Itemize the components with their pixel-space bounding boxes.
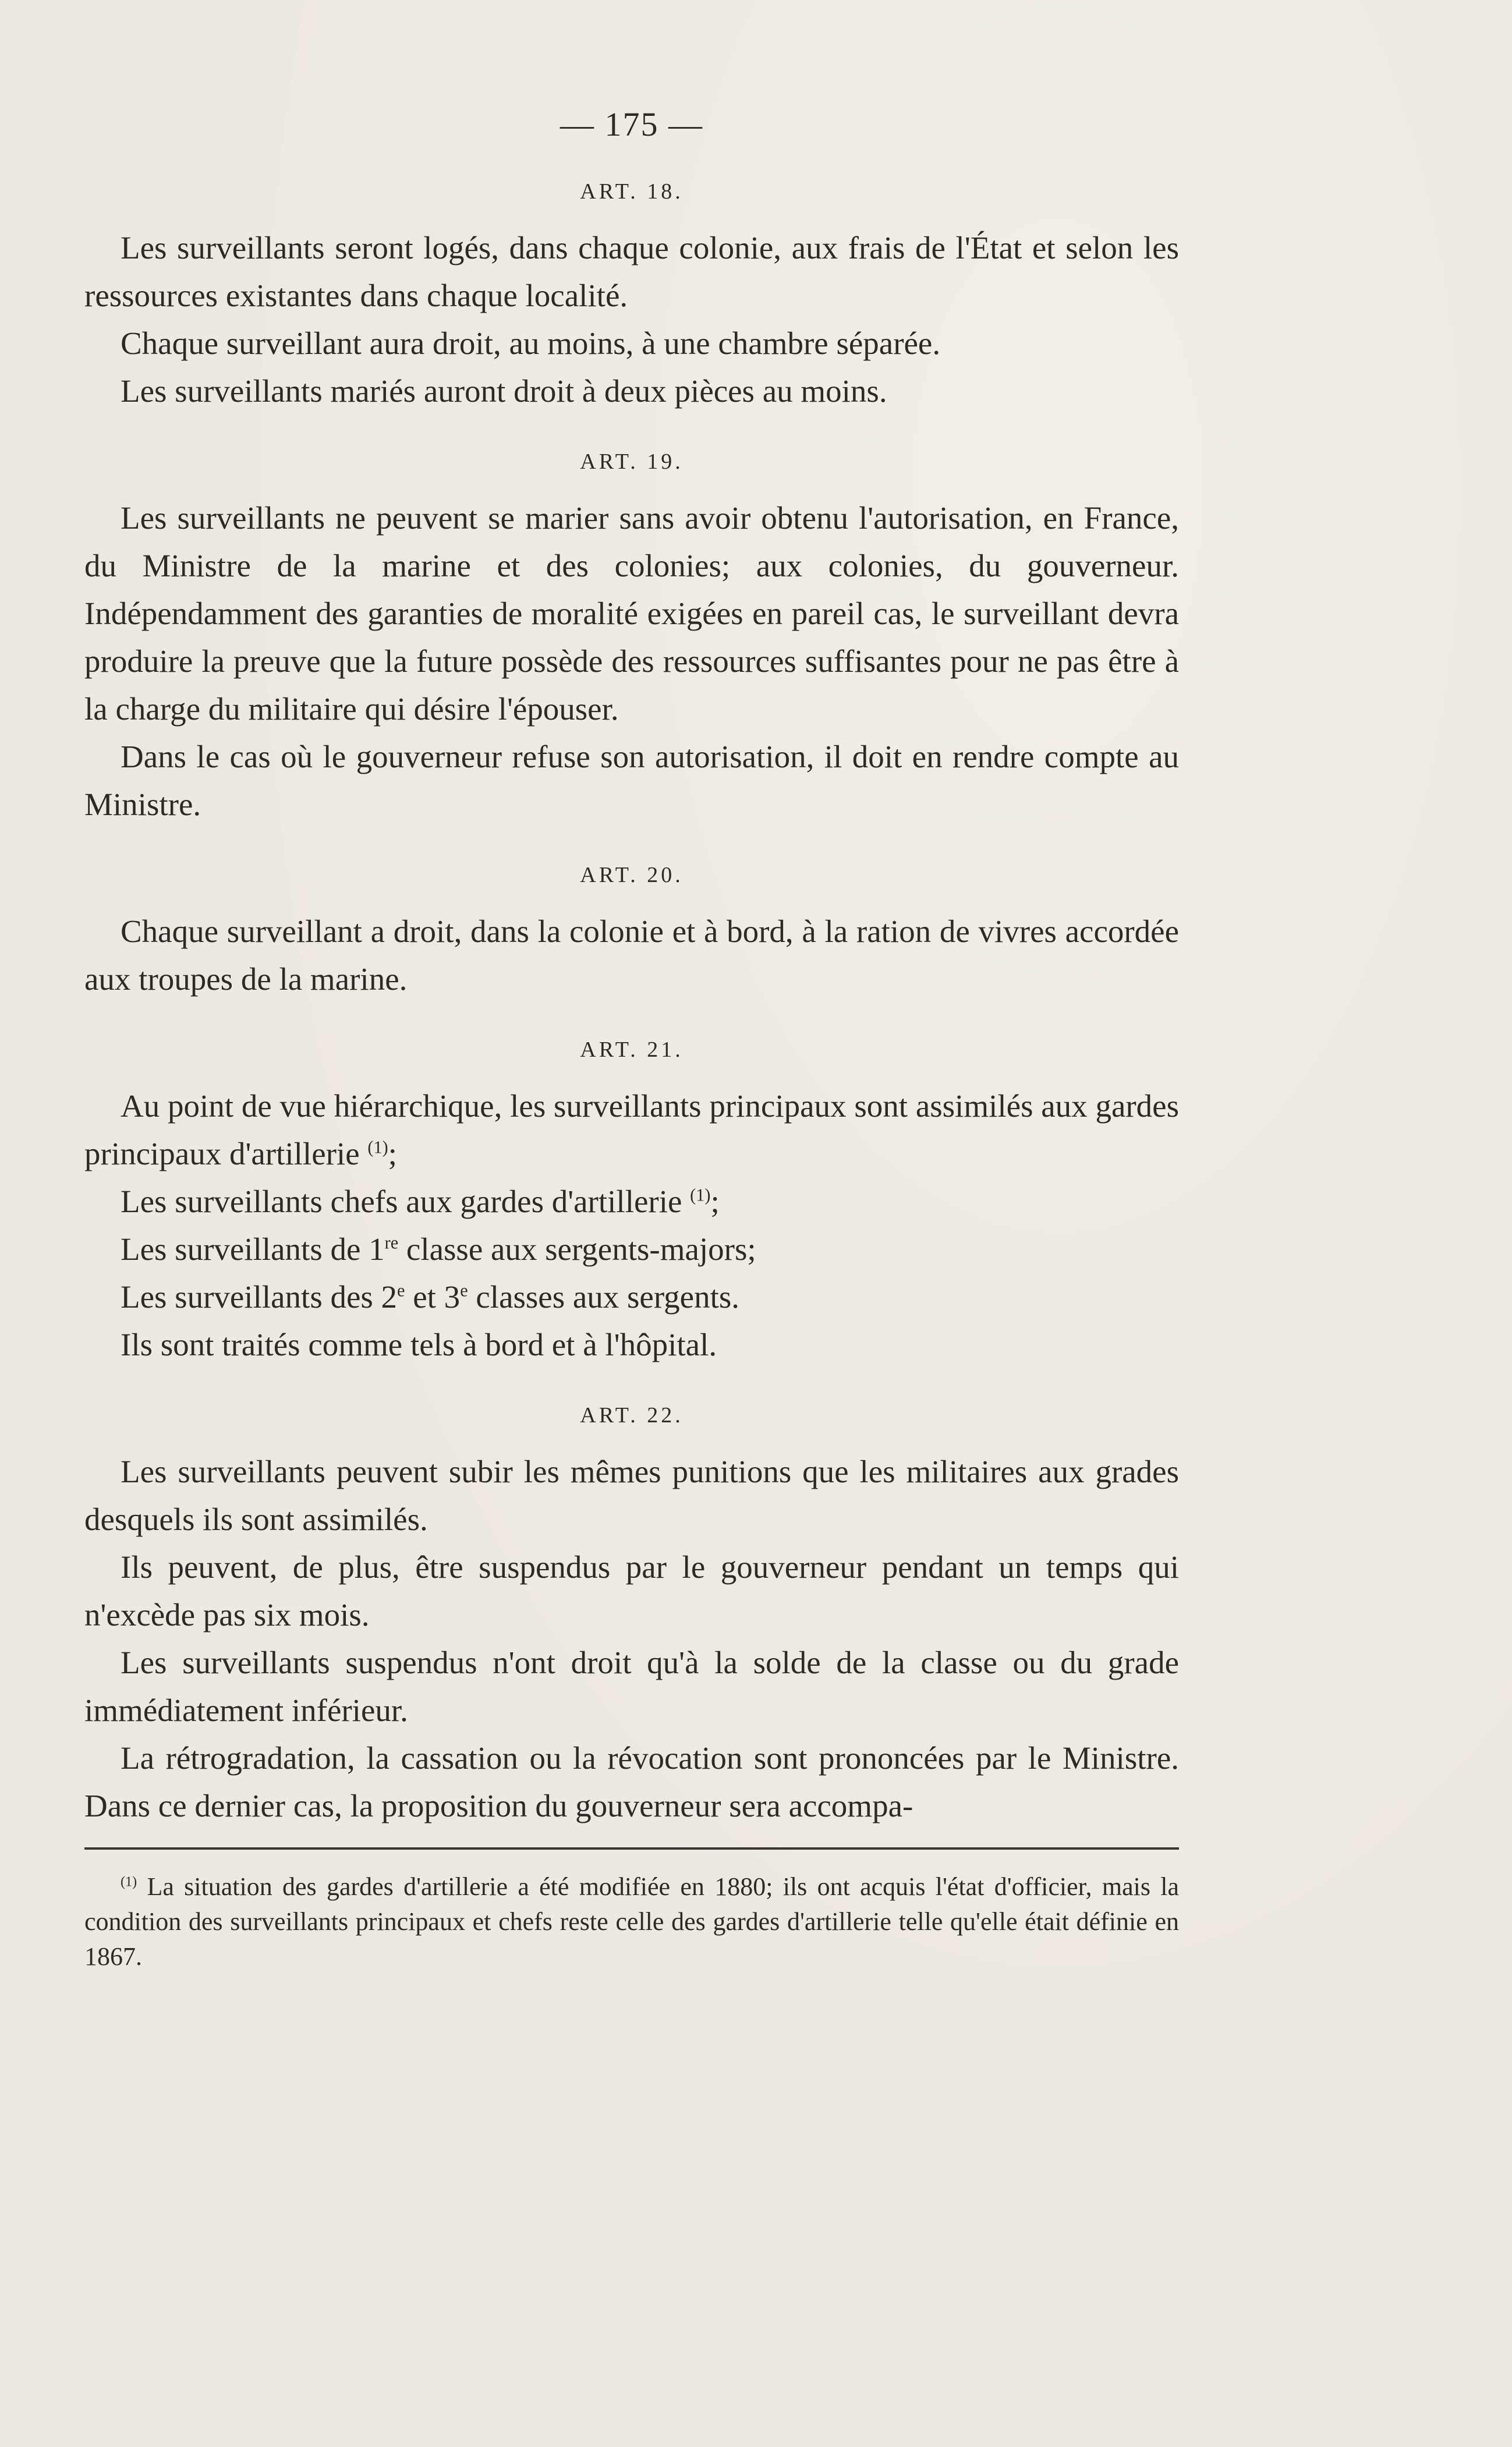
footnote-text: La situation des gardes d'artillerie a été modifiée en 1880; ils ont acquis l'état d'officier, mais la condition des surveillants principaux et chefs reste celle des gardes d'artillerie telle qu'elle était définie en 1867. bbox=[84, 1872, 1179, 1971]
paragraph: Dans le cas où le gouverneur refuse son autorisation, il doit en rendre compte au Ministre. bbox=[84, 739, 1179, 822]
paragraph bbox=[84, 1082, 1179, 1178]
paragraph-text: et 3 bbox=[405, 1279, 461, 1315]
paragraph-text: Les surveillants de 1 bbox=[121, 1231, 385, 1267]
footnote-divider bbox=[84, 1847, 1179, 1850]
paragraph-text: ; bbox=[388, 1136, 397, 1171]
paragraph: La rétrogradation, la cassation ou la révocation sont prononcées par le Ministre. Dans ce dernier cas, la proposition du gouverneur sera accompa- bbox=[84, 1740, 1179, 1823]
paragraph: Les surveillants ne peuvent se marier sans avoir obtenu l'autorisation, en France, du Ministre de la marine et des colonies; aux colonies, du gouverneur. Indépendamment des garanties de moralité exigées en pareil cas, le surveillant devra produire la preuve que la future possède des ressources suffisantes pour ne pas être à la charge du militaire qui désire l'épouser. bbox=[84, 500, 1179, 727]
footnote-marker: (1) bbox=[121, 1874, 137, 1890]
ordinal-suffix: e bbox=[460, 1280, 468, 1301]
paragraph bbox=[84, 1226, 1179, 1273]
paragraph-text: classe aux sergents-majors; bbox=[398, 1231, 756, 1267]
paragraph-text: Les surveillants chefs aux gardes d'artillerie bbox=[121, 1184, 691, 1219]
ordinal-suffix: re bbox=[384, 1233, 399, 1253]
paragraph-text: Ils sont traités comme tels à bord et à l'hôpital. bbox=[121, 1327, 717, 1362]
paragraph: Les surveillants seront logés, dans chaque colonie, aux frais de l'État et selon les ressources existantes dans chaque localité. bbox=[84, 230, 1179, 313]
footnote bbox=[84, 1869, 1179, 1974]
page-number: — 175 — bbox=[560, 105, 703, 143]
article-heading-21: ART. 21. bbox=[580, 1037, 684, 1062]
article-heading-18: ART. 18. bbox=[580, 179, 684, 204]
paragraph-text: Au point de vue hiérarchique, les surveillants principaux sont assimilés aux gardes principaux d'artillerie bbox=[84, 1088, 1179, 1171]
article-heading-19: ART. 19. bbox=[580, 449, 684, 474]
paragraph: Les surveillants suspendus n'ont droit qu'à la solde de la classe ou du grade immédiatement inférieur. bbox=[84, 1645, 1179, 1728]
footnote-reference[interactable]: (1) bbox=[367, 1137, 388, 1157]
text-column bbox=[84, 105, 1179, 1974]
paragraph bbox=[84, 1178, 1179, 1226]
ordinal-suffix: e bbox=[397, 1280, 405, 1301]
paragraph-text: classes aux sergents. bbox=[468, 1279, 739, 1315]
paragraph: Les surveillants mariés auront droit à deux pièces au moins. bbox=[121, 373, 887, 409]
paragraph bbox=[84, 1321, 1179, 1369]
paragraph: Ils peuvent, de plus, être suspendus par le gouverneur pendant un temps qui n'excède pas six mois. bbox=[84, 1549, 1179, 1632]
article-heading-20: ART. 20. bbox=[580, 863, 684, 887]
footnote-reference[interactable]: (1) bbox=[690, 1185, 711, 1205]
paragraph-text: Les surveillants des 2 bbox=[121, 1279, 398, 1315]
article-heading-22: ART. 22. bbox=[580, 1403, 684, 1428]
paragraph: Chaque surveillant aura droit, au moins, à une chambre séparée. bbox=[121, 325, 941, 361]
paragraph-text: ; bbox=[710, 1184, 720, 1219]
paragraph: Les surveillants peuvent subir les mêmes punitions que les militaires aux grades desquels ils sont assimilés. bbox=[84, 1454, 1179, 1537]
paragraph: Chaque surveillant a droit, dans la colonie et à bord, à la ration de vivres accordée aux troupes de la marine. bbox=[84, 913, 1179, 997]
paragraph bbox=[84, 1273, 1179, 1321]
